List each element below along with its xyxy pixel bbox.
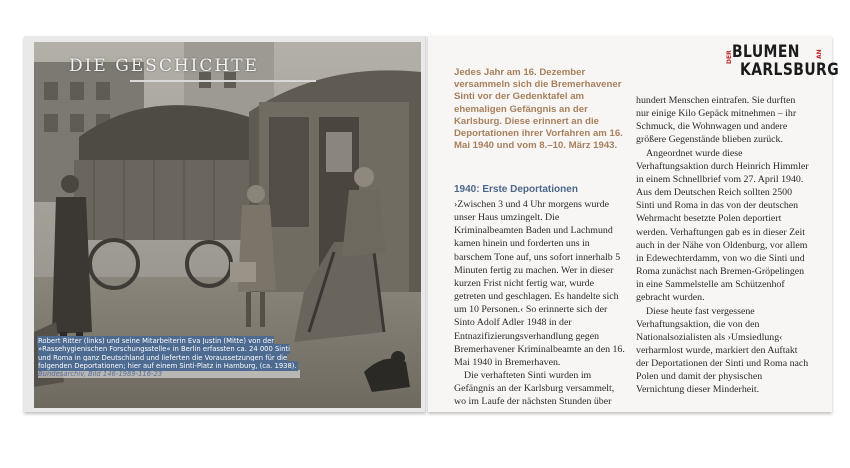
subheading: 1940: Erste Deportationen [454, 184, 578, 195]
photo-credit: Bundesarchiv, Bild 146-1989-116-23 [38, 370, 300, 378]
logo-side-left: DER [726, 50, 733, 64]
body-paragraph: ›Zwischen 3 und 4 Uhr morgens wurde unser Haus umzingelt. Die Kriminalbeamten Baden und Lachmund kamen hinein und forderten uns in barschem Tone auf, uns sofort innerhalb 5 Minuten fertig zu machen. Wer in dieser kurzen Frist nicht fertig war, wurde getreten und geschlagen. Es handelte sich um 10 Personen.‹ So erinnerte sich der Sinto Adolf Adler 1948 in der Entnazifizierungsverhandlung gegen Bremerhavener Kriminalbeamte an den 16. Mai 1940 in Bremerhaven. [454, 199, 625, 368]
text-column-2 [636, 94, 810, 397]
title-underline [130, 80, 316, 82]
right-page [428, 36, 840, 412]
section-title: DIE GESCHICHTE [69, 56, 259, 76]
historical-photo [34, 42, 421, 408]
lead-paragraph: Jedes Jahr am 16. Dezember versammeln sich die Bremerhavener Sinti vor der Gedenktafel am ehemaligen Gefängnis an der Karlsburg. Diese erinnert an die Deportationen ihrer Vorfahren am 16. Mai 1940 und vom 8.–10. März 1943. [454, 67, 623, 152]
body-paragraph: Diese heute fast vergessene Verhaftungsaktion, die von den Nationalsozialisten als ›Umsiedlung‹ verharmlost wurde, markiert den Auftakt der Deportationen der Sinti und Roma nach Polen und damit der physischen Vernichtung dieser Minderheit. [636, 305, 809, 396]
body-paragraph: Die verhafteten Sinti wurden im Gefängnis an der Karlsburg versammelt, wo im Laufe der nächsten Stunden über [454, 370, 615, 408]
caption-text: Robert Ritter (links) und seine Mitarbeiterin Eva Justin (Mitte) von der »Rassehygienischen Forschungsstelle« in Berlin erfassten ca. 24 000 Sinti und Roma in ganz Deutschland und lieferten die Voraussetzungen für die folgenden Deportationen; hier auf einem Sinti-Platz in Hamburg, (ca. 1938). [38, 337, 297, 370]
logo-line2: KARLSBURG [740, 60, 840, 80]
blumen-karlsburg-logo [726, 42, 840, 86]
logo-line1: BLUMEN [732, 42, 800, 62]
logo-side-right: AN [816, 49, 823, 59]
booklet-spread [24, 36, 840, 412]
body-paragraph: hundert Menschen eintrafen. Sie durften nur einige Kilo Gepäck mitnehmen – ihr Schmuck, die Wohnwagen und andere größere Gegenstände blieben zurück. [636, 95, 797, 146]
body-paragraph: Angeordnet wurde diese Verhaftungsaktion durch Heinrich Himmler in einem Schnellbrief vom 27. April 1940. Aus dem Deutschen Reich sollten 2500 Sinti und Roma in das von der deutschen Wehrmacht besetzte Polen deportiert werden. Verhaftungen gab es in dieser Zeit auch in der Nähe von Oldenburg, vor allem in Edewechterdamm, von wo die Sinti und Roma zunächst nach Bremen-Gröpelingen in eine Sammelstelle am Schützenhof gebracht wurden. [636, 147, 809, 304]
text-column-1 [454, 198, 626, 409]
photo-caption [38, 337, 300, 378]
left-page [24, 36, 426, 412]
